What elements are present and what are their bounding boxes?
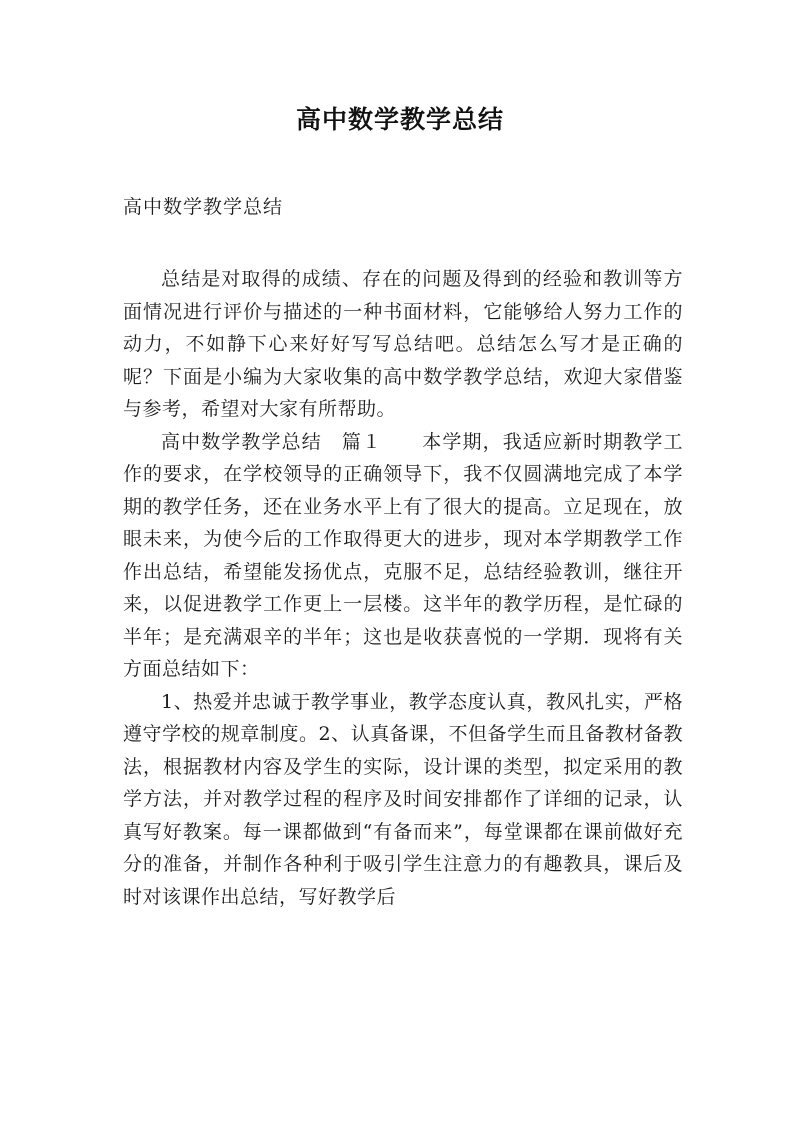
paragraph-points: 1、热爱并忠诚于教学事业，教学态度认真，教风扎实，严格遵守学校的规章制度。2、认真备课，不但备学生而且备教材备教法，根据教材内容及学生的实际，设计课的类型，拟定采用的教学方法，并对教学过程的程序及时间安排都作了详细的记录，认真写好教案。每一课都做到“有备而来”，每堂课都在课前做好充分的准备，并制作各种利于吸引学生注意力的有趣教具，课后及时对该课作出总结，写好教学后 [123,690,683,908]
document-subtitle: 高中数学教学总结 [123,196,284,218]
document-body [123,263,683,913]
paragraph-section-1: 高中数学教学总结 篇１ 本学期，我适应新时期教学工作的要求，在学校领导的正确领导下，我不仅圆满地完成了本学期的教学任务，还在业务水平上有了很大的提高。立足现在，放眼未来，为使今后的工作取得更大的进步，现对本学期教学工作作出总结，希望能发扬优点，克服不足，总结经验教训，继往开来，以促进教学工作更上一层楼。这半年的教学历程，是忙碌的半年；是充满艰辛的半年；这也是收获喜悦的一学期．现将有关方面总结如下： [123,430,683,680]
paragraph-intro: 总结是对取得的成绩、存在的问题及得到的经验和教训等方面情况进行评价与描述的一种书面材料，它能够给人努力工作的动力，不如静下心来好好写写总结吧。总结怎么写才是正确的呢？下面是小编为大家收集的高中数学教学总结，欢迎大家借鉴与参考，希望对大家有所帮助。 [123,268,683,420]
document-title: 高中数学教学总结 [295,105,504,134]
